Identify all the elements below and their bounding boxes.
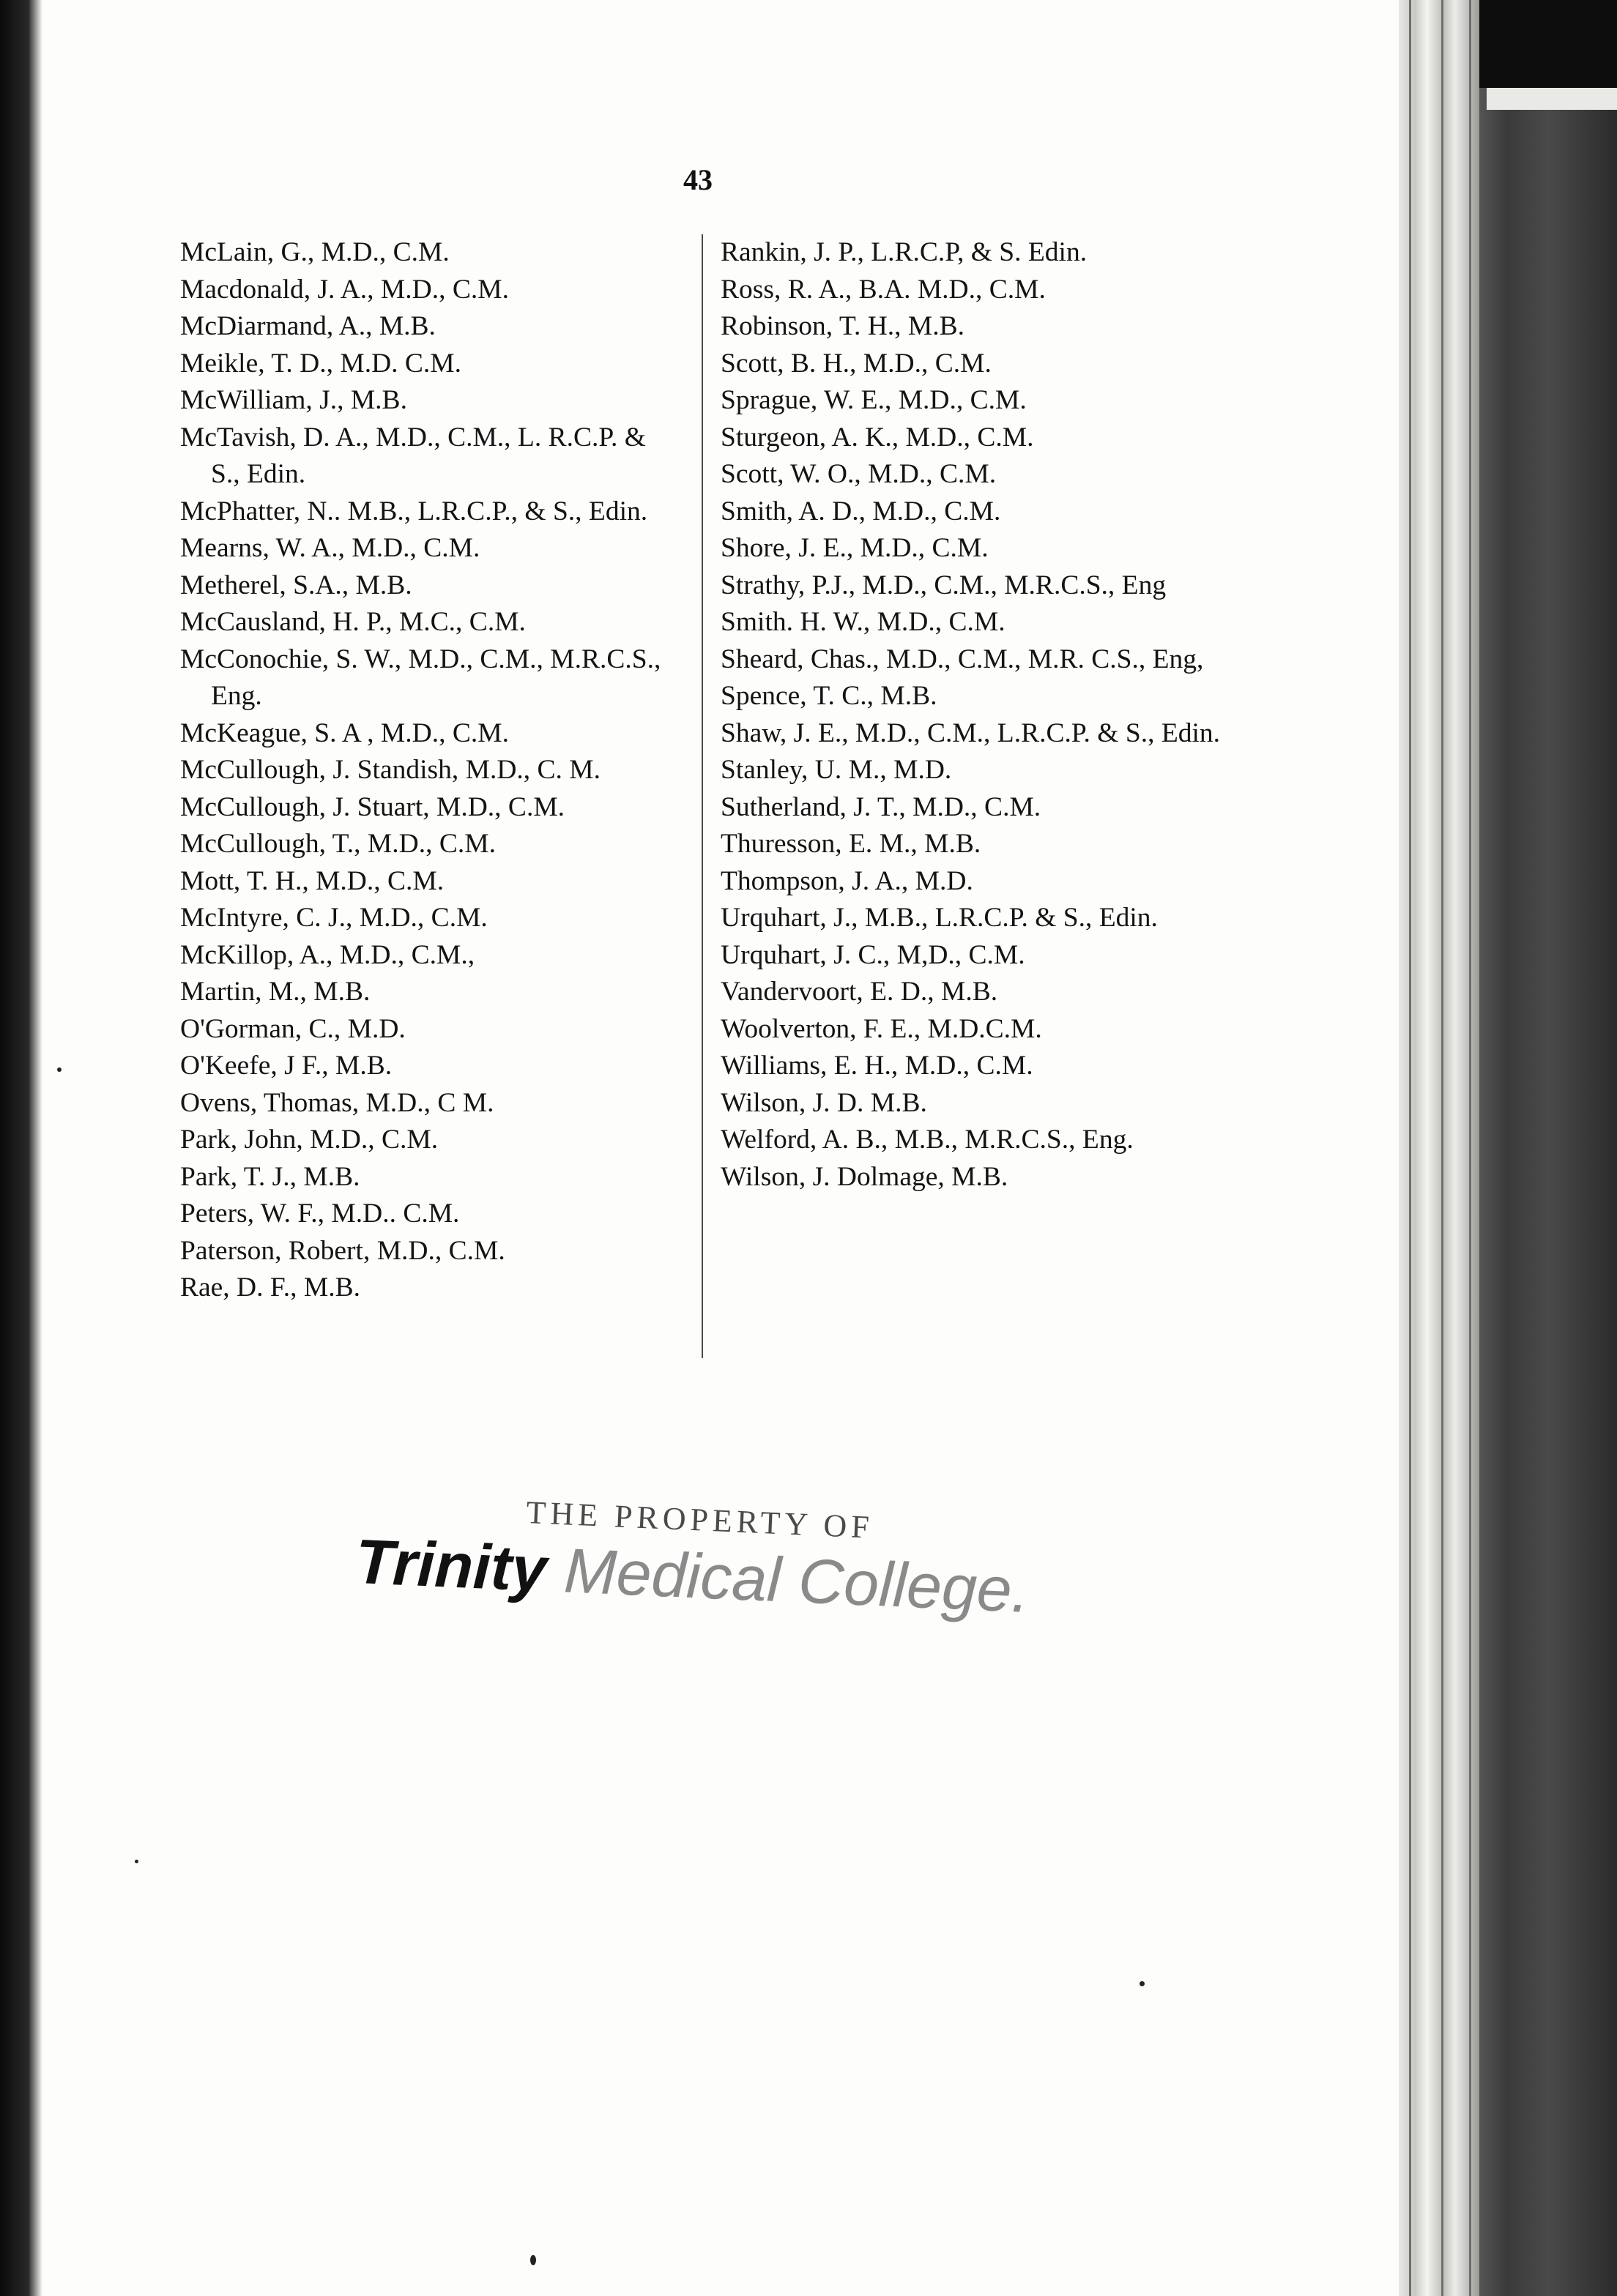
list-entry: Rankin, J. P., L.R.C.P, & S. Edin. [721,237,1088,267]
list-entry: Spence, T. C., M.B. [721,681,937,711]
list-entry: Urquhart, J., M.B., L.R.C.P. & S., Edin. [721,903,1158,933]
list-entry: O'Gorman, C., M.D. [180,1013,406,1044]
list-entry: Metherel, S.A., M.B. [180,570,412,600]
list-entry: Strathy, P.J., M.D., C.M., M.R.C.S., Eng [721,570,1167,600]
list-entry: McTavish, D. A., M.D., C.M., L. R.C.P. & S., Edin. [180,422,646,489]
list-entry: Welford, A. B., M.B., M.R.C.S., Eng. [721,1125,1134,1155]
stamp-property-line: THE PROPERTY OF [525,1494,874,1546]
list-entry: Sprague, W. E., M.D., C.M. [721,385,1027,415]
list-entry: Rae, D. F., M.B. [180,1272,360,1302]
book-cover-top [1479,0,1617,88]
list-entry: Mearns, W. A., M.D., C.M. [180,533,480,563]
list-entry: Scott, B. H., M.D., C.M. [721,348,992,379]
list-entry: Smith. H. W., M.D., C.M. [721,607,1005,637]
list-entry: Martin, M., M.B. [180,977,371,1007]
list-entry: Park, T. J., M.B. [180,1161,360,1192]
list-entry: Robinson, T. H., M.B. [721,311,965,341]
list-entry: Scott, W. O., M.D., C.M. [721,459,997,489]
list-entry: McWilliam, J., M.B. [180,385,407,415]
gutter-shadow [29,0,42,2296]
speck-mark [135,1860,138,1863]
list-entry: Urquhart, J. C., M,D., C.M. [721,939,1025,970]
list-entry: Sturgeon, A. K., M.D., C.M. [721,422,1034,452]
page-stack-edge [1399,0,1479,2296]
list-entry: Thuresson, E. M., M.B. [721,829,981,859]
list-entry: McCullough, T., M.D., C.M. [180,829,496,859]
stamp-word-college: Medical College. [562,1535,1031,1627]
list-entry: Sutherland, J. T., M.D., C.M. [721,791,1041,822]
list-entry: Thompson, J. A., M.D. [721,865,973,896]
list-entry: McPhatter, N.. M.B., L.R.C.P., & S., Edin. [180,496,648,526]
list-entry: Shore, J. E., M.D., C.M. [721,533,989,563]
stamp-word-trinity: Trinity [354,1526,549,1606]
list-entry: McCausland, H. P., M.C., C.M. [180,607,526,637]
list-entry: Vandervoort, E. D., M.B. [721,977,998,1007]
list-entry: Park, John, M.D., C.M. [180,1125,439,1155]
column-divider [702,234,703,1358]
list-entry: Stanley, U. M., M.D. [721,755,952,785]
list-entry: Paterson, Robert, M.D., C.M. [180,1235,505,1266]
list-entry: McDiarmand, A., M.B. [180,311,436,341]
speck-mark [57,1067,62,1072]
list-entry: McConochie, S. W., M.D., C.M., M.R.C.S., Eng. [180,644,661,711]
book-cover-edge [1479,0,1617,2296]
list-entry: Meikle, T. D., M.D. C.M. [180,348,462,379]
list-entry: Shaw, J. E., M.D., C.M., L.R.C.P. & S., Edin. [721,718,1221,748]
library-stamp [351,1486,1090,1708]
list-entry: Wilson, J. D. M.B. [721,1087,927,1118]
list-entry: Mott, T. H., M.D., C.M. [180,865,445,896]
page-number: 43 [683,163,713,196]
list-entry: Peters, W. F., M.D.. C.M. [180,1199,460,1229]
stamp-name-line [354,1526,1030,1628]
speck-mark [530,2255,536,2265]
list-entry: McKillop, A., M.D., C.M., [180,939,475,970]
book-cover-band [1487,88,1617,110]
list-entry: Smith, A. D., M.D., C.M. [721,496,1001,526]
right-column-list [721,234,1248,1196]
list-entry: Ross, R. A., B.A. M.D., C.M. [721,274,1046,305]
book-gutter-left [0,0,29,2296]
list-entry: McCullough, J. Standish, M.D., C. M. [180,755,601,785]
list-entry: Wilson, J. Dolmage, M.B. [721,1161,1008,1192]
list-entry: Sheard, Chas., M.D., C.M., M.R. C.S., Eng, [721,644,1204,674]
list-entry: Macdonald, J. A., M.D., C.M. [180,274,509,305]
speck-mark [1140,1981,1145,1986]
list-entry: Woolverton, F. E., M.D.C.M. [721,1013,1042,1044]
list-entry: Williams, E. H., M.D., C.M. [721,1051,1033,1081]
list-entry: McKeague, S. A , M.D., C.M. [180,718,509,748]
list-entry: McCullough, J. Stuart, M.D., C.M. [180,791,565,822]
left-column-list [180,234,693,1307]
list-entry: O'Keefe, J F., M.B. [180,1051,393,1081]
list-entry: McLain, G., M.D., C.M. [180,237,450,267]
list-entry: Ovens, Thomas, M.D., C M. [180,1087,494,1118]
list-entry: McIntyre, C. J., M.D., C.M. [180,903,488,933]
